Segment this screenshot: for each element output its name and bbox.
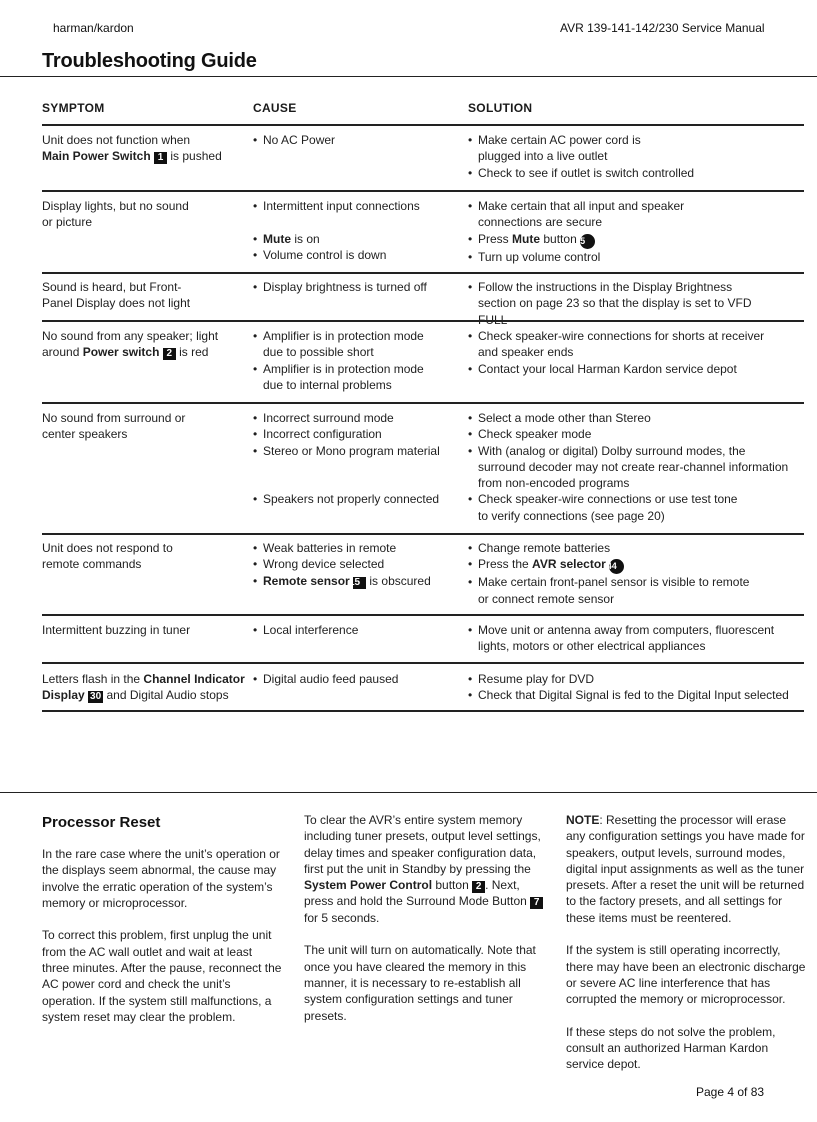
paragraph: If the system is still operating incorrectly, there may have been an electronic discharge or severe AC line interference that has corrupted the memory or microprocessor. (566, 943, 806, 1007)
row-divider (42, 402, 804, 404)
symptom-cell: No sound from surround or center speakers (42, 411, 186, 442)
cause-cell: • Amplifier is in protection mode due to possible short • Amplifier is in protection mode due to internal problems (253, 328, 428, 393)
control-number-badge: 2 (163, 348, 176, 360)
paragraph: To clear the AVR’s entire system memory including tuner presets, output level settings, delay times and speaker configuration data, first put the unit in Standby by pressing the System Power Control button 2 . Next, press and hold the Surround Mode Button 7 for 5 seconds. (304, 812, 544, 926)
control-number-badge: 30 (90, 691, 102, 703)
brand-name: harman/kardon (53, 21, 134, 35)
control-number-badge: 44 (609, 559, 624, 574)
solution-cell: • Check speaker-wire connections for shorts at receiver and speaker ends • Contact your local Harman Kardon service depot (468, 328, 798, 377)
row-divider (42, 320, 804, 322)
row-divider (42, 272, 804, 274)
cause-cell: • Weak batteries in remote • Wrong device selected • Remote sensor 15 is obscured (253, 540, 463, 589)
control-number-badge: 15 (353, 577, 366, 589)
title-divider (0, 76, 817, 77)
column-header-symptom: SYMPTOM (42, 101, 105, 115)
symptom-cell: Sound is heard, but Front-Panel Display does not light (42, 280, 191, 311)
solution-cell: • Make certain AC power cord is plugged into a live outlet • Check to see if outlet is switch controlled (468, 132, 798, 181)
solution-cell: • Follow the instructions in the Display Brightness section on page 23 so that the display is set to VFD (468, 279, 798, 328)
paragraph: In the rare case where the unit’s operation or the displays seem abnormal, the cause may involve the erratic operation of the system’s memory or microprocessor. (42, 847, 280, 910)
symptom-cell: Unit does not respond to remote commands (42, 541, 173, 572)
page-number: Page 4 of 83 (696, 1085, 765, 1099)
reset-column-2 (304, 812, 544, 1040)
paragraph: To correct this problem, first unplug the unit from the AC wall outlet and wait at least three minutes. After the pause, reconnect the AC power cord and check the unit’s operation. If the system still malfunctions, a system reset may clear the problem. (42, 928, 282, 1024)
table-bottom-divider (42, 710, 804, 712)
paragraph: The unit will turn on automatically. Note that once you have cleared the memory in this manner, it is necessary to re-establish all system configuration settings and tuner presets. (304, 943, 536, 1023)
manual-title: AVR 139-141-142/230 Service Manual (560, 21, 765, 35)
symptom-cell: Unit does not function when Main Power Switch 1 is pushed (42, 133, 222, 164)
column-header-cause: CAUSE (253, 101, 297, 115)
paragraph: NOTE: Resetting the processor will erase any configuration settings you have made for speakers, output levels, surround modes, digital input assignments as well as the tuner presets. After a reset the unit will be returned to the factory presets, and all settings for these items must be reentered. (566, 813, 805, 925)
row-divider (42, 190, 804, 192)
cause-cell: • No AC Power (253, 132, 463, 148)
cause-cell: • Local interference (253, 622, 463, 638)
paragraph: If these steps do not solve the problem, consult an authorized Harman Kardon service depot. (566, 1024, 776, 1072)
row-divider (42, 614, 804, 616)
solution-cell: • Change remote batteries • Press the AVR selector 44 • Make certain front-panel sensor is visible to remote or connect remote sensor (468, 540, 798, 607)
cause-cell: • Intermittent input connections • Mute is on • Volume control is down (253, 198, 463, 263)
cause-cell: • Display brightness is turned off (253, 279, 463, 295)
control-number-badge: 1 (154, 152, 167, 164)
solution-cell: • Move unit or antenna away from computers, fluorescent lights, motors or other electrical appliances (468, 622, 798, 655)
page-title: Troubleshooting Guide (42, 50, 257, 72)
cause-cell: • Digital audio feed paused (253, 671, 463, 687)
symptom-cell: Display lights, but no sound or picture (42, 199, 189, 230)
cause-cell: • Incorrect surround mode • Incorrect configuration • Stereo or Mono program material • Speakers not properly connected (253, 410, 463, 508)
reset-column-3 (566, 812, 806, 1089)
reset-column-1 (42, 846, 282, 1042)
table-header-divider (42, 124, 804, 126)
symptom-cell: Letters flash in the Channel Indicator Display 30 and Digital Audio stops (42, 672, 245, 703)
row-divider (42, 533, 804, 535)
control-number-badge: 7 (530, 897, 543, 909)
symptom-cell: No sound from any speaker; light around Power switch 2 is red (42, 329, 219, 360)
solution-cell: • Select a mode other than Stereo • Check speaker mode • With (analog or digital) Dolby surround modes, the surround decoder may not create rear-channel information from non-encoded programs • Check speaker-wire connections or use test tone to verify connections (see page 20) (468, 410, 798, 524)
control-number-badge: 5 (580, 234, 595, 249)
row-divider (42, 662, 804, 664)
solution-cell: • Make certain that all input and speaker connections are secure • Press Mute button 5 • Turn up volume control (468, 198, 798, 265)
column-header-solution: SOLUTION (468, 101, 533, 115)
section-heading: Processor Reset (42, 814, 161, 831)
solution-cell: • Resume play for DVD • Check that Digital Signal is fed to the Digital Input selected (468, 671, 798, 704)
control-number-badge: 2 (472, 881, 485, 893)
section-divider (0, 792, 817, 793)
symptom-cell: Intermittent buzzing in tuner (42, 623, 191, 637)
